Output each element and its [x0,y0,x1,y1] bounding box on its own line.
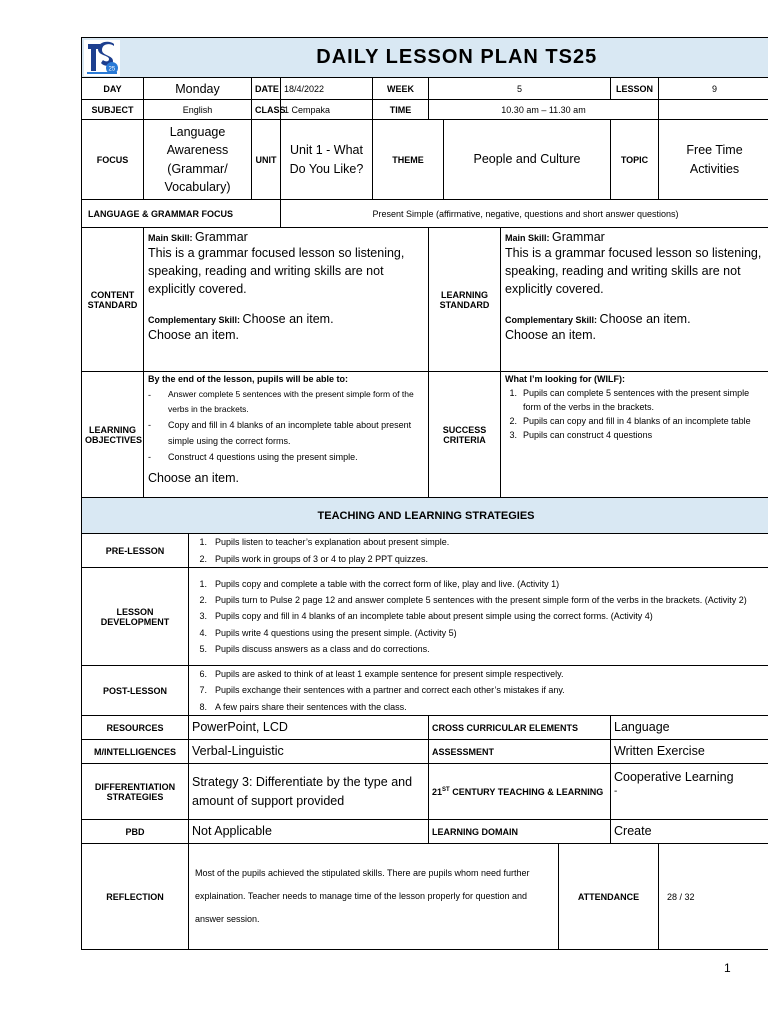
assessment-value: Written Exercise [611,740,768,764]
pbd-value: Not Applicable [189,820,429,844]
time-value: 10.30 am – 11.30 am [429,100,659,120]
comp-skill-label: Complementary Skill: [148,315,241,326]
focus-row [82,120,768,200]
lesson-development-list [193,576,766,657]
differentiation-row [82,764,768,820]
ls-main-skill-value: Grammar [552,230,605,244]
ls-main-skill-text: This is a grammar focused lesson so listening, speaking, reading and writing skills are not explicitly covered. [505,246,762,297]
document-title: DAILY LESSON PLAN TS25 [144,38,768,78]
time-label: TIME [373,100,429,120]
focus-label: FOCUS [82,120,144,200]
assessment-label: ASSESSMENT [429,740,611,764]
list-item: 3. Pupils copy and fill in 4 blanks of an incomplete table about present simple using the correct forms. (Activity 4) [199,611,653,622]
differentiation-value: Strategy 3: Differentiate by the type and amount of support provided [189,764,429,820]
success-criteria-label: SUCCESS CRITERIA [429,372,501,498]
day-label: DAY [82,78,144,100]
strategies-title-row [82,498,768,534]
list-item: 1. Pupils listen to teacher’s explanation about present simple. [199,537,450,548]
post-lesson-row [82,666,768,716]
differentiation-label: DIFFERENTIATION STRATEGIES [82,764,189,820]
c21-value: Cooperative Learning [614,770,734,784]
list-item: 2. Pupils can copy and fill in 4 blanks of an incomplete table [509,416,751,426]
title-row [82,38,768,78]
standards-row [82,228,768,372]
theme-value: People and Culture [444,120,611,200]
post-lesson-list [193,666,766,715]
list-item: 8. A few pairs share their sentences with the class. [199,701,407,712]
objectives-choose-item[interactable]: Choose an item. [148,471,240,485]
list-item: 4. Pupils write 4 questions using the present simple. (Activity 5) [199,627,457,638]
cce-value: Language [611,716,768,740]
reflection-label: REFLECTION [82,844,189,950]
intelligences-value: Verbal-Linguistic [189,740,429,764]
grammar-focus-value: Present Simple (affirmative, negative, questions and short answer questions) [281,200,768,228]
pbd-label: PBD [82,820,189,844]
lesson-plan-table [81,37,768,950]
comp-skill-value[interactable]: Choose an item. [242,312,334,327]
lesson-label: LESSON [611,78,659,100]
list-item: 2. Pupils turn to Pulse 2 page 12 and answer complete 5 sentences with the present simple form of the verbs in the brackets. (Activity 2) [199,595,747,606]
c21-cell [611,764,768,820]
day-value: Monday [144,78,252,100]
pre-lesson-row [82,534,768,568]
main-skill-text: This is a grammar focused lesson so listening, speaking, reading and writing skills are not explicitly covered. [148,246,405,297]
class-value: 1 Cempaka [281,100,373,120]
subject-row [82,100,768,120]
learning-standard-label: LEARNING STANDARD [429,228,501,372]
list-item: 2. Pupils work in groups of 3 or 4 to play 2 PPT quizzes. [199,553,428,564]
unit-label: UNIT [252,120,281,200]
c21-value-2: - [614,786,618,798]
list-item: - Copy and fill in 4 blanks of an incomplete table about present simple using the correct forms. [148,420,412,446]
ls-comp-skill-value-2[interactable]: Choose an item. [505,328,597,343]
topic-value: Free Time Activities [659,120,768,200]
main-skill-value: Grammar [195,230,248,244]
grammar-focus-row [82,200,768,228]
list-item: 6. Pupils are asked to think of at least 1 example sentence for present simple respectively. [199,669,564,680]
grammar-focus-label: LANGUAGE & GRAMMAR FOCUS [82,200,281,228]
date-label: DATE [252,78,281,100]
list-item: - Answer complete 5 sentences with the present simple form of the verbs in the brackets. [148,389,414,414]
comp-skill-value-2[interactable]: Choose an item. [148,328,240,343]
post-lesson-label: POST-LESSON [82,666,189,716]
subject-value: English [144,100,252,120]
week-value: 5 [429,78,611,100]
learning-domain-label: LEARNING DOMAIN [429,820,611,844]
c21-label: 21ST CENTURY TEACHING & LEARNING [429,764,611,820]
pre-lesson-cell [189,534,768,568]
resources-value: PowerPoint, LCD [189,716,429,740]
class-label: CLASS [252,100,281,120]
success-intro: What I’m looking for (WILF): [505,374,625,384]
attendance-label: ATTENDANCE [559,844,659,950]
intelligences-row [82,740,768,764]
pre-lesson-label: PRE-LESSON [82,534,189,568]
post-lesson-cell [189,666,768,716]
lesson-development-label: LESSON DEVELOPMENT [82,568,189,666]
objectives-list [148,387,424,465]
list-item: 3. Pupils can construct 4 questions [509,430,653,440]
topic-label: TOPIC [611,120,659,200]
content-standard-cell [144,228,429,372]
lesson-development-cell [189,568,768,666]
list-item: 1. Pupils copy and complete a table with the correct form of like, play and live. (Activity 1) [199,578,560,589]
resources-label: RESOURCES [82,716,189,740]
cce-label: CROSS CURRICULAR ELEMENTS [429,716,611,740]
ls-main-skill-label: Main Skill: [505,233,550,243]
strategies-title: TEACHING AND LEARNING STRATEGIES [82,498,768,534]
intelligences-label: M/INTELLIGENCES [82,740,189,764]
learning-domain-value: Create [611,820,768,844]
reflection-value: Most of the pupils achieved the stipulated skills. There are pupils whom need further explaination. Teacher needs to manage time of the lesson properly for question and answer session. [189,844,559,950]
reflection-row [82,844,768,950]
ls-comp-skill-value[interactable]: Choose an item. [599,312,691,327]
unit-value: Unit 1 - What Do You Like? [281,120,373,200]
list-item: - Construct 4 questions using the present simple. [148,452,358,462]
subject-label: SUBJECT [82,100,144,120]
content-standard-label: CONTENT STANDARD [82,228,144,372]
main-skill-label: Main Skill: [148,233,193,243]
lesson-plan-document [81,37,768,950]
focus-value: Language Awareness (Grammar/ Vocabulary) [144,120,252,200]
attendance-value: 28 / 32 [659,844,768,950]
lesson-development-row [82,568,768,666]
learning-objectives-cell [144,372,429,498]
resources-row [82,716,768,740]
objectives-row [82,372,768,498]
ls-comp-skill-label: Complementary Skill: [505,315,598,326]
ts25-logo-icon [84,40,120,76]
pbd-row [82,820,768,844]
svg-text:25: 25 [108,66,116,72]
lesson-value: 9 [659,78,768,100]
learning-objectives-label: LEARNING OBJECTIVES [82,372,144,498]
page-number: 1 [724,961,731,975]
success-list [505,386,766,442]
objectives-intro: By the end of the lesson, pupils will be able to: [148,374,349,384]
date-value: 18/4/2022 [281,78,373,100]
learning-standard-cell [501,228,768,372]
pre-lesson-list [193,534,766,566]
list-item: 1. Pupils can complete 5 sentences with the present simple form of the verbs in the brackets. [509,388,750,412]
list-item: 5. Pupils discuss answers as a class and do corrections. [199,643,430,654]
theme-label: THEME [373,120,444,200]
week-label: WEEK [373,78,429,100]
day-row [82,78,768,100]
logo-cell [82,38,144,78]
list-item: 7. Pupils exchange their sentences with a partner and correct each other’s mistakes if any. [199,685,565,696]
success-criteria-cell [501,372,768,498]
empty-cell [659,100,768,120]
